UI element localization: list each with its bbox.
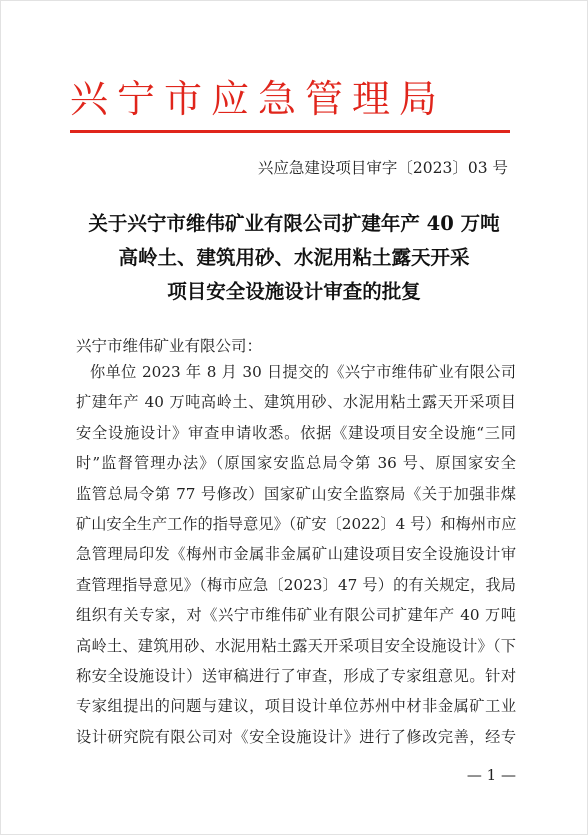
body-line: 高岭土、建筑用砂、水泥用粘土露天开采项目安全设施设计》（下 xyxy=(76,636,516,655)
body-line: 查管理指导意见》（梅市应急〔2023〕47 号）的有关规定，我局 xyxy=(76,575,516,594)
body-paragraph xyxy=(76,357,516,752)
body-line: 你单位 2023 年 8 月 30 日提交的《兴宁市维伟矿业有限公司 xyxy=(90,363,516,381)
body-line: 称安全设施设计）送审稿进行了审查，形成了专家组意见。针对 xyxy=(76,667,516,686)
body-line: 时”监督管理办法》（原国家安监总局令第 36 号、原国家安全 xyxy=(76,454,516,473)
title-line: 项目安全设施设计审查的批复 xyxy=(167,280,421,303)
scan-border-left xyxy=(0,0,1,835)
recipient-line: 兴宁市维伟矿业有限公司： xyxy=(76,337,263,355)
body-line: 设计研究院有限公司对《安全设施设计》进行了修改完善，经专 xyxy=(76,727,516,746)
page-number: — 1 — xyxy=(466,766,516,784)
body-line: 专家组提出的问题与建议，项目设计单位苏州中材非金属矿工业 xyxy=(76,697,516,716)
body-line: 组织有关专家，对《兴宁市维伟矿业有限公司扩建年产 40 万吨 xyxy=(76,606,516,625)
document-title xyxy=(56,207,532,309)
letterhead-red-rule xyxy=(70,130,510,133)
document-number: 兴应急建设项目审字〔2023〕03 号 xyxy=(257,159,508,177)
body-line: 扩建年产 40 万吨高岭土、建筑用砂、水泥用粘土露天开采项目 xyxy=(76,393,516,412)
body-line: 急管理局印发《梅州市金属非金属矿山建设项目安全设施设计审 xyxy=(76,545,516,564)
body-line: 安全设施设计》审查申请收悉。依据《建设项目安全设施“三同 xyxy=(76,423,516,442)
body-line: 监管总局令第 77 号修改）国家矿山安全监察局《关于加强非煤 xyxy=(76,484,516,503)
scan-border-top xyxy=(0,0,588,1)
body-line: 矿山安全生产工作的指导意见》（矿安〔2022〕4 号）和梅州市应 xyxy=(76,515,517,534)
title-line: 高岭土、建筑用砂、水泥用粘土露天开采 xyxy=(118,246,470,269)
agency-letterhead: 兴宁市应急管理局 xyxy=(70,77,447,121)
title-line: 关于兴宁市维伟矿业有限公司扩建年产 40 万吨 xyxy=(88,212,500,235)
